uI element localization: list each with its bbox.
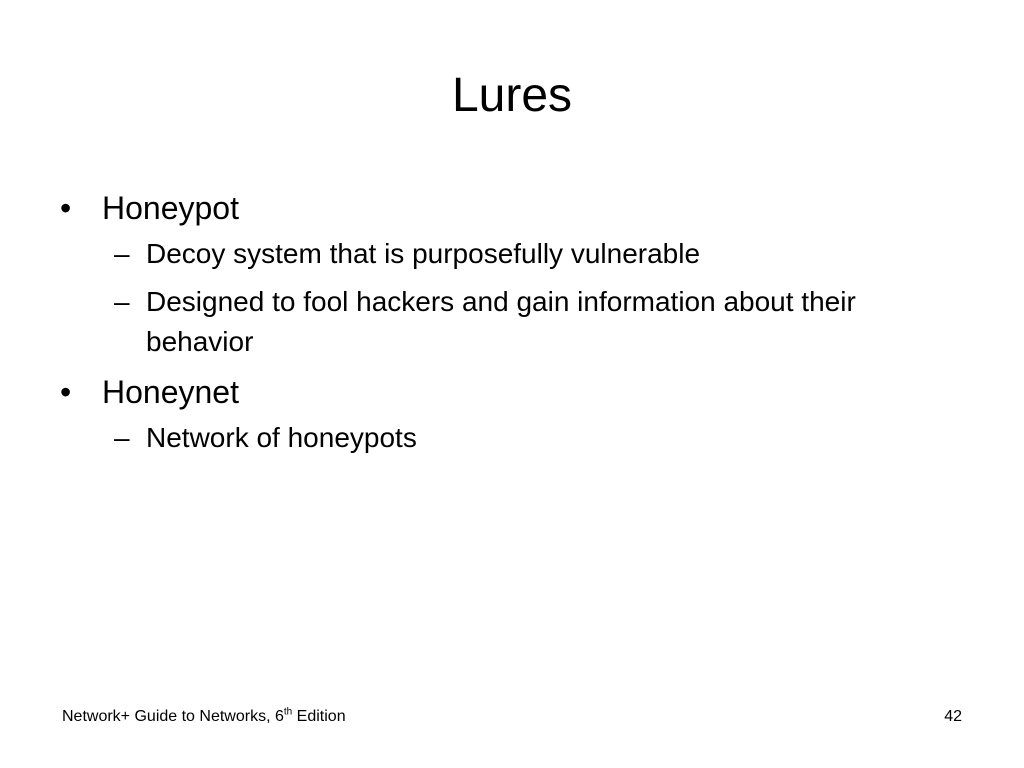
- bullet-text: Honeynet: [102, 374, 239, 410]
- footer-edition-superscript: th: [283, 706, 293, 718]
- footer-edition-suffix: Edition: [292, 708, 346, 725]
- slide-body: [60, 186, 960, 466]
- bullet-icon: •: [60, 190, 72, 226]
- footer-book-prefix: Network+ Guide to Networks, 6: [62, 708, 284, 725]
- page-number: 42: [944, 708, 962, 725]
- subbullet-text: Decoy system that is purposefully vulnerable: [146, 238, 701, 269]
- dash-icon: –: [114, 422, 130, 453]
- bullet-icon: •: [60, 374, 72, 410]
- dash-icon: –: [114, 238, 130, 269]
- subbullet-text: Network of honeypots: [146, 422, 417, 453]
- bullet-honeypot: [60, 186, 960, 230]
- subbullet-text: Designed to fool hackers and gain information about their behavior: [146, 286, 856, 357]
- subbullet-designed-to-fool: [60, 282, 960, 362]
- dash-icon: –: [114, 286, 130, 317]
- subbullet-decoy-system: [60, 234, 960, 274]
- slide-title: Lures: [451, 69, 573, 122]
- bullet-honeynet: [60, 370, 960, 414]
- bullet-text: Honeypot: [102, 190, 239, 226]
- subbullet-network-of-honeypots: [60, 418, 960, 458]
- footer-book-title: [62, 706, 346, 728]
